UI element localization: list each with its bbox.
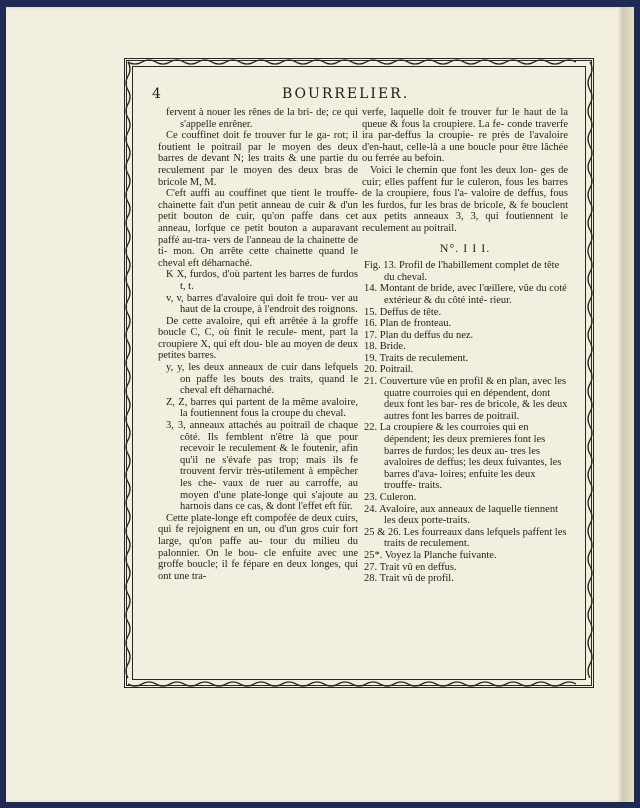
figure-list bbox=[362, 260, 568, 585]
figure-number: 25*. bbox=[364, 549, 383, 561]
figure-number: 17. bbox=[364, 329, 378, 341]
figure-number: 22. bbox=[364, 422, 378, 434]
figure-caption: Couverture vûe en profil & en plan, avec les quatre courroies qui en dépendent, dont deux font les bar- res de bricole, & les deux autres font les barres de poitrail. bbox=[379, 376, 568, 422]
section-title: N°. I I I. bbox=[439, 240, 491, 255]
figure-number: 28. bbox=[364, 573, 378, 585]
figure-list-item bbox=[362, 527, 568, 550]
figure-list-item bbox=[362, 562, 568, 574]
paragraph: Z, Z, barres qui partent de la même avaloire, la foutiennent fous la croupe du cheval. bbox=[166, 396, 358, 420]
figure-number: 16. bbox=[364, 318, 378, 330]
figure-list-item bbox=[362, 353, 568, 365]
paragraph: C'eft auffi au couffinet que tient le trouffe-chainette fait d'un petit anneau de cuir & d'un petit bouton de cuir, qu'on paffe dans cet anneau, lorfque ce petit bouton a auparavant paffé au-tra- vers de l'anneau de la chainette de ti- mon. On arrête cette chainette quand le cheval eft déharnaché. bbox=[158, 188, 358, 269]
figure-number: 15. bbox=[364, 306, 378, 318]
figure-caption: Avaloire, aux anneaux de laquelle tiennent les deux porte-traits. bbox=[379, 503, 558, 527]
figure-number: Fig. 13. bbox=[364, 260, 397, 272]
figure-caption: Profil de l'habillement complet de tête du cheval. bbox=[384, 260, 560, 283]
figure-caption: Traits de reculement. bbox=[379, 352, 469, 364]
figure-number: 20. bbox=[364, 364, 378, 376]
figure-number: 19. bbox=[364, 352, 378, 364]
figure-list-item bbox=[362, 504, 568, 527]
figure-list-item bbox=[362, 376, 568, 422]
figure-list-item bbox=[362, 573, 568, 585]
figure-number: 21. bbox=[364, 376, 378, 388]
right-column bbox=[362, 107, 568, 585]
paragraph: De cette avaloire, qui eft arrêtée à la groffe boucle C, C, où finit le recule- ment, part la croupiere X, qui eft dou- ble au moyen de deux petites barres. bbox=[158, 315, 358, 362]
paragraph: K X, furdos, d'où partent les barres de furdos t, t. bbox=[166, 269, 358, 292]
paragraph: fervent à nouer les rênes de la bri- de; ce qui s'appelle enrêner. bbox=[166, 107, 358, 130]
paragraph: 3, 3, anneaux attachés au poitrail de chaque côté. Ils femblent n'être là que pour recevoir le reculement & le foutenir, afin qu'il ne s'évafe pas trop; mais ils fe trouvent fervir très-utilement à empêcher les che- vaux de ruer au carroffe, au moyen d'une plate-longe qui s'ajoute au harnois dans ce cas, & dont l'effet eft für. bbox=[166, 420, 358, 513]
paragraph: Ce couffinet doit fe trouver fur le ga- rot; il foutient le poitrail par le moyen des deux barres de devant N; les traits & une partie du reculement par le moyen des deux bras de bricole M, M. bbox=[158, 130, 358, 188]
left-column bbox=[158, 107, 358, 582]
figure-list-item bbox=[362, 318, 568, 330]
paragraph: v, v, barres d'avaloire qui doit fe trou- ver au haut de la croupe, à l'endroit des roignons. bbox=[166, 292, 358, 316]
figure-list-item bbox=[362, 283, 568, 306]
running-title: BOURRELIER. bbox=[282, 86, 410, 102]
figure-caption: Bride. bbox=[379, 341, 406, 353]
figure-caption: Plan de fronteau. bbox=[379, 318, 452, 330]
figure-caption: La croupiere & les courroies qui en dépendent; les deux premieres font les barres de furdos; les deux au- tres les avaloires de deffus; les deux fuivantes, les barres d'ava- loires; enfuite les deux trouffe- traits. bbox=[379, 422, 562, 492]
paragraph: Cette plate-longe eft compofée de deux cuirs, qui fe rejoignent en un, ou d'un gros cuir fort large, qu'on paffe au- tour du milieu du palonnier. On le bou- cle enfuite avec une groffe boucle; il fe fépare en deux longes, qui ont une tra- bbox=[158, 512, 358, 582]
page-number: 4 bbox=[152, 86, 161, 102]
figure-caption: Montant de bride, avec l'œillere, vûe du coté extérieur & du côté inté- rieur. bbox=[379, 283, 567, 306]
figure-caption: Trait vû en deffus. bbox=[379, 561, 457, 573]
figure-number: 23. bbox=[364, 492, 378, 503]
paragraph: verfe, laquelle doit fe trouver fur le haut de la queue & fous la croupiere. La fe- conde traverfe ira par-deffus la croupie- re près de l'avaloire d'en-haut, celle-là a une boucle pour être lâchée ou ferrée au befoin. bbox=[362, 107, 568, 165]
figure-number: 27. bbox=[364, 561, 378, 573]
figure-caption: Les fourreaux dans lefquels paffent les traits de reculement. bbox=[384, 526, 567, 550]
figure-caption: Deffus de tête. bbox=[379, 306, 442, 318]
figure-list-item bbox=[362, 260, 568, 283]
figure-number: 14. bbox=[364, 283, 378, 295]
figure-caption: Culeron. bbox=[379, 492, 417, 503]
figure-caption: Trait vû de profil. bbox=[379, 573, 454, 585]
figure-number: 18. bbox=[364, 341, 378, 353]
paragraph: y, y, les deux anneaux de cuir dans lefquels on paffe les bouts des traits, quand le cheval eft déharnaché. bbox=[166, 362, 358, 397]
figure-list-item bbox=[362, 307, 568, 319]
figure-list-item bbox=[362, 492, 568, 504]
figure-list-item bbox=[362, 422, 568, 492]
figure-number: 25 & 26. bbox=[364, 526, 402, 538]
paragraph: Voici le chemin que font les deux lon- ges de cuir; elles paffent fur le culeron, fous les barres de la croupiere, fous l'a- valoire de deffus, fous les furdos, fur les bras de bricole, & fe bouclent aux petits anneaux 3, 3, qui foutiennent le reculement au poitrail. bbox=[362, 164, 568, 234]
figure-list-item bbox=[362, 330, 568, 342]
figure-caption: Plan du deffus du nez. bbox=[379, 329, 474, 341]
figure-caption: Voyez la Planche fuivante. bbox=[384, 549, 497, 561]
figure-list-item bbox=[362, 550, 568, 562]
figure-number: 24. bbox=[364, 503, 378, 515]
figure-list-item bbox=[362, 364, 568, 376]
figure-caption: Poitrail. bbox=[379, 364, 414, 376]
figure-list-item bbox=[362, 341, 568, 353]
page-header bbox=[152, 86, 442, 104]
